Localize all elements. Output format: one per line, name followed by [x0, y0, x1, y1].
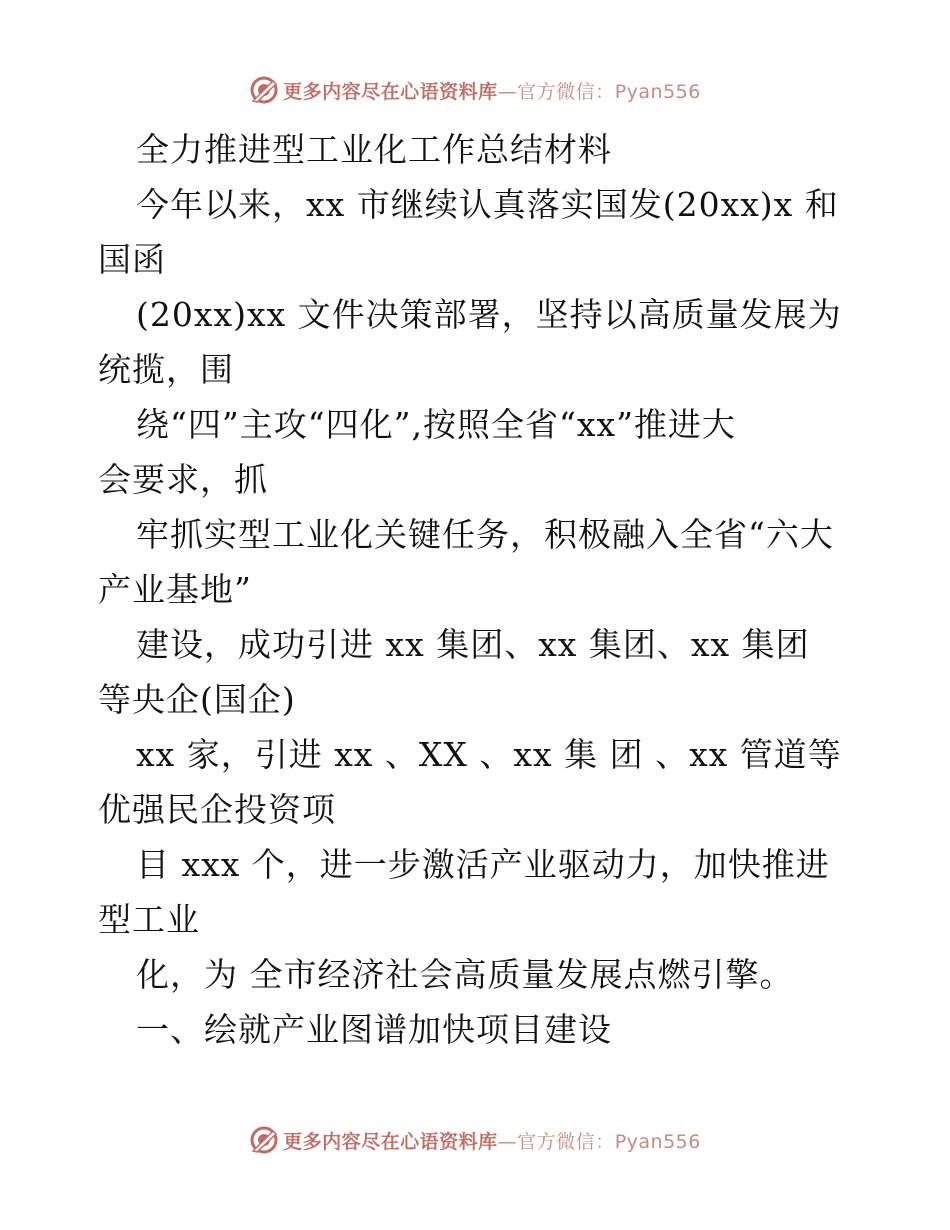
paragraph-line: 牢抓实型工业化关键任务，积极融入全省“六大 [136, 515, 834, 554]
paragraph-line: 今年以来，xx 市继续认真落实国发(20xx)x 和 [136, 185, 839, 224]
paragraph-line: (20xx)xx 文件决策部署，坚持以高质量发展为 [136, 295, 842, 334]
quill-seal-icon [249, 75, 279, 105]
quill-seal-icon [249, 1125, 279, 1155]
paragraph-line: xx 家，引进 xx 、XX 、xx 集 团 、xx 管道等 [136, 735, 842, 774]
paragraph-line: 等央企(国企) [98, 680, 296, 719]
paragraph-line: 国函 [98, 240, 166, 279]
section-heading: 一、绘就产业图谱加快项目建设 [136, 1010, 612, 1049]
document-body [98, 122, 858, 1057]
paragraph-line: 建设，成功引进 xx 集团、xx 集团、xx 集团 [136, 625, 810, 664]
watermark-banner-top [0, 70, 950, 110]
paragraph-line: 会要求，抓 [98, 460, 268, 499]
paragraph-line: 优强民企投资项 [98, 790, 336, 829]
paragraph-line: 目 xxx 个，进一步激活产业驱动力，加快推进 [136, 845, 830, 884]
paragraph-line: 统揽，围 [98, 350, 234, 389]
paragraph-line: 化，为 全市经济社会高质量发展点燃引擎。 [136, 955, 794, 994]
paragraph-line: 绕“四”主攻“四化”,按照全省“xx”推进大 [136, 405, 736, 444]
watermark-text: 更多内容尽在心语资料库—官方微信：Pyan556 [283, 1130, 701, 1153]
paragraph-line: 型工业 [98, 900, 200, 939]
watermark-text: 更多内容尽在心语资料库—官方微信：Pyan556 [283, 80, 701, 103]
watermark-banner-bottom [0, 1120, 950, 1160]
document-title: 全力推进型工业化工作总结材料 [136, 130, 612, 169]
paragraph-line: 产业基地” [98, 570, 252, 609]
